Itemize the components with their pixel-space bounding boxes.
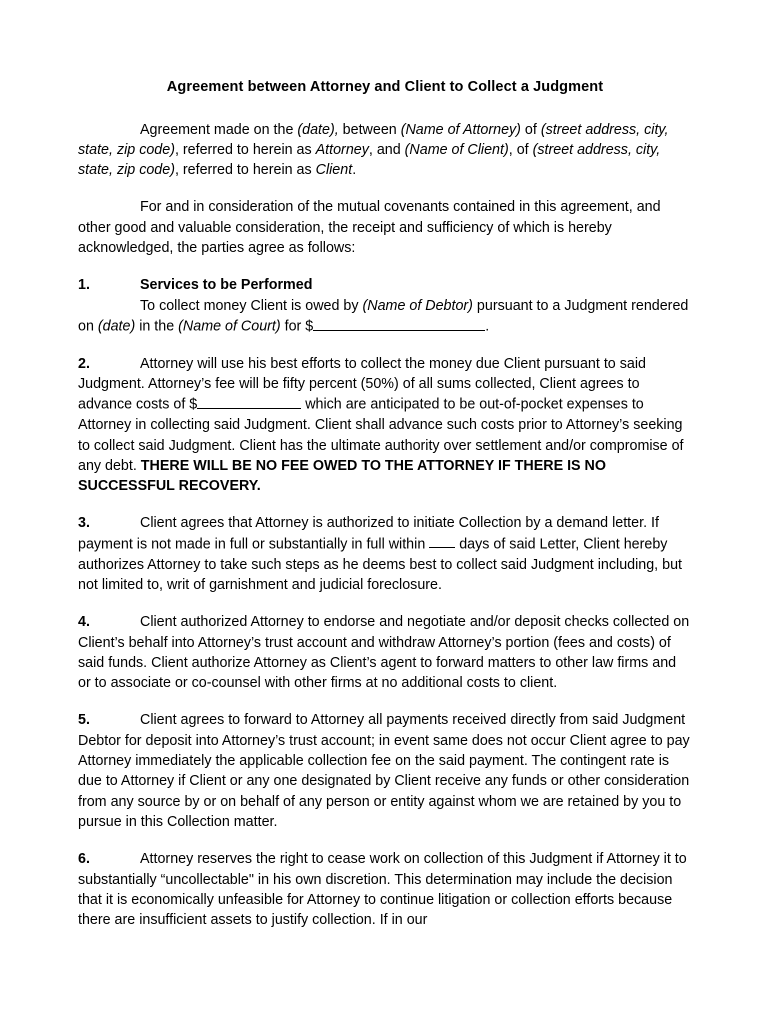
judgment-amount-blank[interactable] <box>313 316 485 331</box>
page-title: Agreement between Attorney and Client to Collect a Judgment <box>166 79 604 95</box>
section-1-number: 1. <box>78 277 90 294</box>
section-5-paragraph <box>78 710 692 832</box>
section-1-debtor-name: (Name of Debtor) <box>362 297 473 314</box>
section-1-court-name: (Name of Court) <box>178 318 281 335</box>
section-1-text-e: . <box>485 318 490 335</box>
section-1-title: Services to be Performed <box>140 277 313 294</box>
consideration-paragraph <box>78 197 692 258</box>
section-3-text-a: Client agrees that Attorney is authorized to initiate Collection by a demand letter. If payment is not made in full or substantially in full within <box>78 515 659 553</box>
preamble-date: (date), <box>297 121 339 138</box>
section-3-text-b: days of said Letter, Client hereby authorizes Attorney to take such steps as he deems best to collect said Judgment including, but not limited to, writ of garnishment and judicial foreclosure. <box>78 536 682 593</box>
advance-costs-blank[interactable] <box>197 394 301 409</box>
section-1-body <box>78 296 692 337</box>
section-4-text: Client authorized Attorney to endorse and negotiate and/or deposit checks collected on Client’s behalf into Attorney’s trust account and withdraw Attorney’s portion (fees and costs) of said funds. Client authorize Attorney as Client’s agent to forward matters to other law firms and or to associate or co-counsel with other firms at no additional costs to client. <box>78 614 690 692</box>
section-6-paragraph <box>78 849 692 930</box>
section-3-number: 3. <box>78 515 90 532</box>
preamble-text-a: Agreement made on the <box>140 121 298 138</box>
section-1-text-c: in the <box>135 318 179 335</box>
section-1-heading <box>78 275 692 295</box>
section-3-paragraph <box>78 513 692 595</box>
preamble-attorney-term: Attorney <box>315 141 369 158</box>
section-1-text-d: for $ <box>280 318 314 335</box>
section-2-text-b: which are anticipated to be out-of-pocket expenses to Attorney in collecting said Judgment. Client shall advance such costs prior to Attorney’s seeking to collect said Judgment. Client has the ultimate authority over settlement and/or compromise of any debt. <box>78 396 684 474</box>
section-6-number: 6. <box>78 851 90 868</box>
preamble-attorney-address: (street address, city, state, zip code) <box>78 121 669 158</box>
preamble-text-d: , referred to herein as <box>174 141 316 158</box>
days-blank[interactable] <box>429 534 455 549</box>
section-5-number: 5. <box>78 712 90 729</box>
preamble-client-name: (Name of Client) <box>404 141 509 158</box>
preamble-client-term: Client <box>315 162 353 179</box>
section-2-number: 2. <box>78 355 90 372</box>
section-6-text: Attorney reserves the right to cease work on collection of this Judgment if Attorney it to substantially “uncollectable" in his own discretion. This determination may include the decision that it is economically unfeasible for Attorney to continue litigation or collection efforts because there are insufficient assets to justify collection. If in our <box>78 851 687 929</box>
section-2-no-fee-clause: THERE WILL BE NO FEE OWED TO THE ATTORNEY IF THERE IS NO SUCCESSFUL RECOVERY. <box>78 457 607 495</box>
section-1-date: (date) <box>97 318 136 335</box>
section-4-paragraph <box>78 612 692 693</box>
section-2-text-a: Attorney will use his best efforts to collect the money due Client pursuant to said Judgment. Attorney’s fee will be fifty percent (50%) of all sums collected, Client agrees to advance costs of $ <box>78 355 646 413</box>
section-1-text-b: pursuant to a Judgment rendered on <box>78 297 689 335</box>
section-2-paragraph <box>78 354 692 497</box>
section-4-number: 4. <box>78 614 90 631</box>
preamble-text-f: , of <box>508 141 533 158</box>
preamble-client-address: (street address, city, state, zip code) <box>78 141 661 179</box>
section-5-text: Client agrees to forward to Attorney all payments received directly from said Judgment Debtor for deposit into Attorney’s trust account; in event same does not occur Client agree to pay Attorney immediately the applicable collection fee on the said payment. The contingent rate is due to Attorney if Client or any one designated by Client receive any funds or other consideration from any source by or on behalf of any person or entity against whom we are retained by you to pursue in this Collection matter. <box>78 712 690 830</box>
section-1-text-a: To collect money Client is owed by <box>140 297 363 314</box>
preamble-text-g: , referred to herein as <box>174 162 316 179</box>
preamble-text-b: between <box>338 121 401 138</box>
preamble-text-e: , and <box>368 141 405 158</box>
preamble-paragraph <box>78 120 692 181</box>
preamble-text-c: of <box>520 121 541 138</box>
preamble-attorney-name: (Name of Attorney) <box>400 121 521 138</box>
consideration-text: For and in consideration of the mutual covenants contained in this agreement, and other good and valuable consideration, the receipt and sufficiency of which is hereby acknowledged, the parties agree as follows: <box>78 199 661 257</box>
preamble-text-h: . <box>352 162 357 179</box>
